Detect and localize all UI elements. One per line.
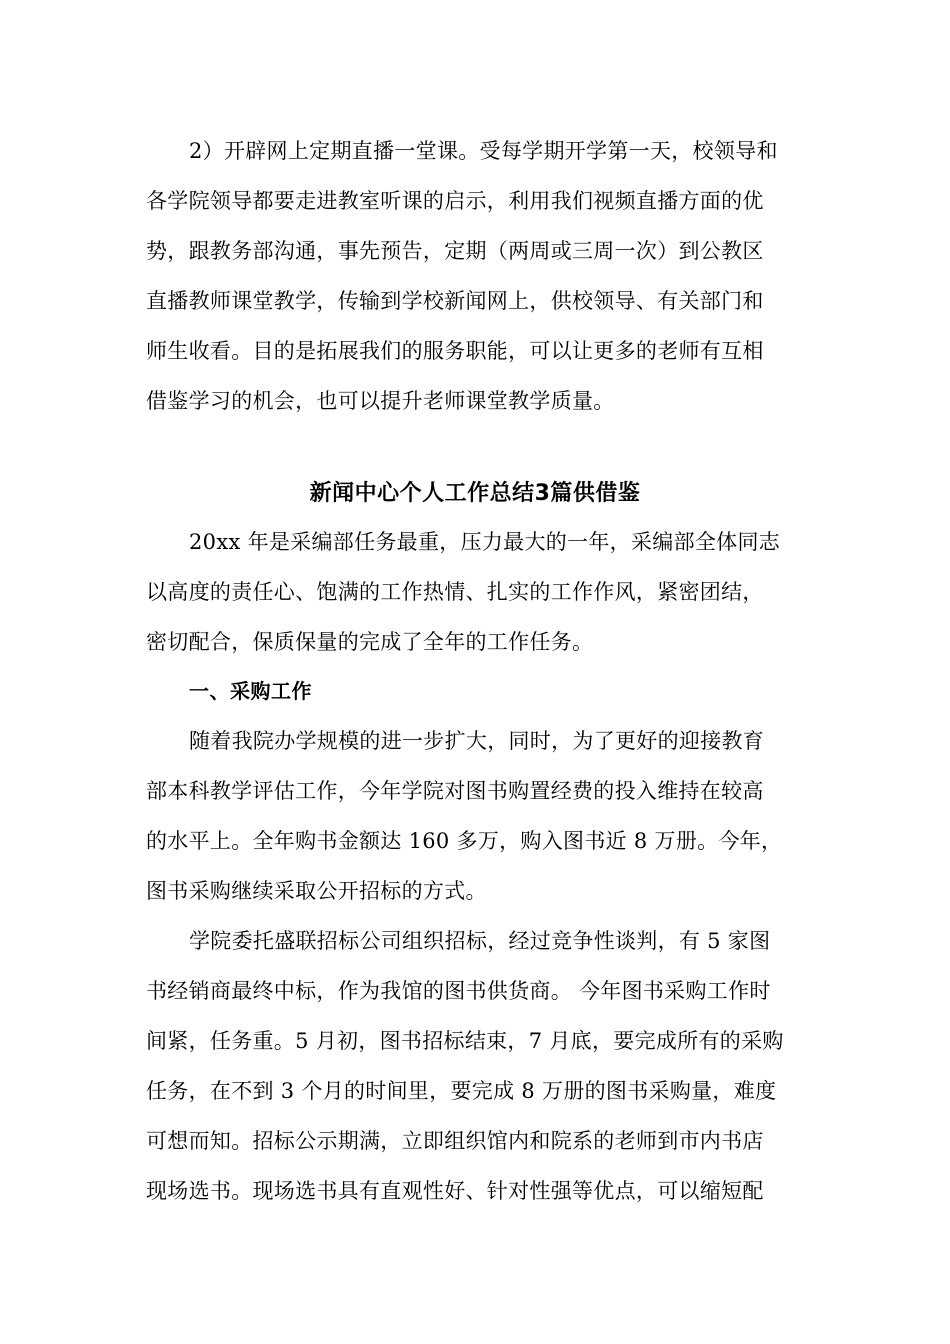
paragraph-line: 势，跟教务部沟通，事先预告，定期（两周或三周一次）到公教区 xyxy=(146,239,764,263)
paragraph-line: 的水平上。全年购书金额达 160 多万，购入图书近 8 万册。今年， xyxy=(146,829,783,853)
paragraph-line: 2）开辟网上定期直播一堂课。受每学期开学第一天，校领导和 xyxy=(189,139,778,163)
paragraph-line: 密切配合，保质保量的完成了全年的工作任务。 xyxy=(146,630,594,654)
paragraph-line: 借鉴学习的机会，也可以提升老师课堂教学质量。 xyxy=(146,389,615,413)
paragraph-line: 图书采购继续采取公开招标的方式。 xyxy=(146,879,487,903)
paragraph-line: 随着我院办学规模的进一步扩大，同时，为了更好的迎接教育 xyxy=(189,729,765,753)
paragraph-line: 以高度的责任心、饱满的工作热情、扎实的工作作风，紧密团结， xyxy=(146,580,764,604)
paragraph-line: 书经销商最终中标，作为我馆的图书供货商。 今年图书采购工作时 xyxy=(146,979,771,1003)
paragraph-line: 师生收看。目的是拓展我们的服务职能，可以让更多的老师有互相 xyxy=(146,339,764,363)
paragraph-line: 现场选书。现场选书具有直观性好、针对性强等优点，可以缩短配 xyxy=(146,1179,764,1203)
paragraph-line: 各学院领导都要走进教室听课的启示，利用我们视频直播方面的优 xyxy=(146,189,764,213)
paragraph-line: 间紧，任务重。5 月初，图书招标结束，7 月底，要完成所有的采购 xyxy=(146,1029,784,1053)
paragraph-line: 学院委托盛联招标公司组织招标，经过竞争性谈判，有 5 家图 xyxy=(189,929,771,953)
paragraph-line: 部本科教学评估工作，今年学院对图书购置经费的投入维持在较高 xyxy=(146,779,764,803)
section-heading: 一、采购工作 xyxy=(189,679,312,703)
paragraph-line: 可想而知。招标公示期满，立即组织馆内和院系的老师到市内书店 xyxy=(146,1129,764,1153)
paragraph-line: 任务，在不到 3 个月的时间里，要完成 8 万册的图书采购量，难度 xyxy=(146,1079,777,1103)
paragraph-line: 直播教师课堂教学，传输到学校新闻网上，供校领导、有关部门和 xyxy=(146,289,764,313)
document-title: 新闻中心个人工作总结3篇供借鉴 xyxy=(309,481,641,506)
paragraph-line: 20xx 年是采编部任务最重，压力最大的一年，采编部全体同志 xyxy=(189,530,781,554)
